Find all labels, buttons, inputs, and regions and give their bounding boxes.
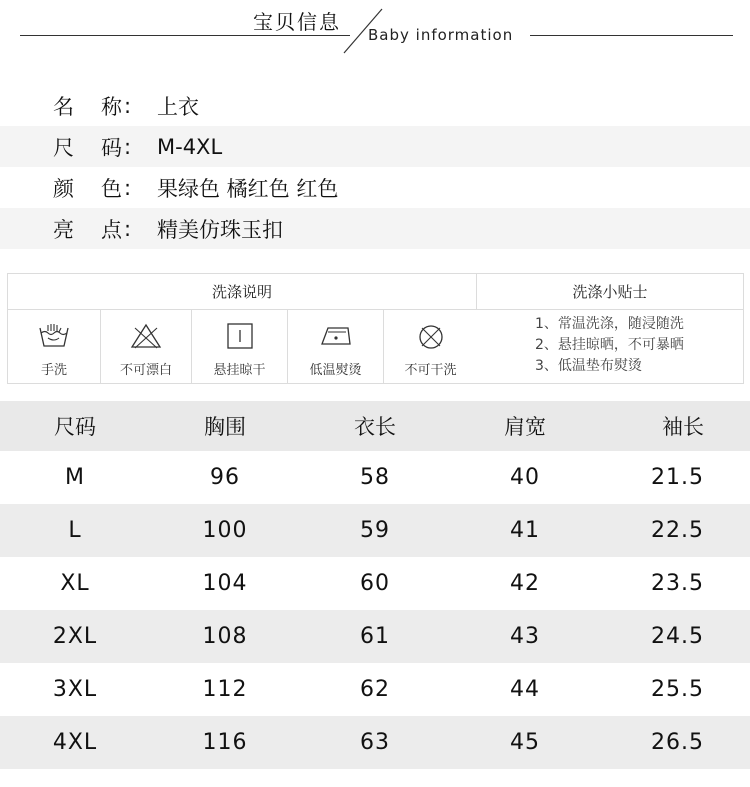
wash-tip: 2、悬挂晾晒，不可暴晒 xyxy=(535,337,684,353)
size-cell: 112 xyxy=(202,677,248,702)
info-label-char: 色 xyxy=(101,176,122,201)
size-header-cell: 尺码 xyxy=(54,415,96,439)
wash-instructions-table xyxy=(7,273,744,384)
wash-tip: 1、常温洗涤，随浸随洗 xyxy=(535,316,684,332)
size-cell: 43 xyxy=(510,624,540,649)
info-label-char: 名 xyxy=(53,94,74,119)
wash-instructions-title: 洗涤说明 xyxy=(8,274,477,310)
wash-cell-hand-wash xyxy=(8,310,101,383)
wash-tips-list xyxy=(477,310,743,383)
size-cell: 4XL xyxy=(52,730,98,755)
hang-dry-icon xyxy=(223,322,257,350)
info-colon: : xyxy=(124,93,132,118)
no-dry-clean-icon xyxy=(414,322,448,352)
info-label-char: 码 xyxy=(101,135,122,160)
no-bleach-icon xyxy=(129,322,163,350)
wash-icon-row xyxy=(8,310,477,383)
size-table xyxy=(0,401,750,769)
size-cell: 23.5 xyxy=(651,571,704,596)
wash-icon-label: 手洗 xyxy=(40,363,67,378)
size-cell: 62 xyxy=(360,677,390,702)
info-label-char: 点 xyxy=(101,217,122,242)
size-cell: 25.5 xyxy=(651,677,704,702)
info-colon: : xyxy=(124,175,132,200)
wash-cell-no-bleach xyxy=(101,310,192,383)
size-header-cell: 胸围 xyxy=(204,415,246,439)
size-cell: 59 xyxy=(360,518,390,543)
size-table-row xyxy=(0,504,750,557)
size-cell: L xyxy=(68,518,82,543)
size-table-row xyxy=(0,451,750,504)
size-cell: 24.5 xyxy=(651,624,704,649)
info-value: 果绿色 橘红色 红色 xyxy=(157,176,339,201)
size-header-cell: 肩宽 xyxy=(504,415,546,439)
header-title-en: Baby information xyxy=(368,26,514,44)
size-cell: 26.5 xyxy=(651,730,704,755)
header-divider-right xyxy=(530,35,733,36)
section-header xyxy=(0,0,750,60)
wash-icon-label: 不可漂白 xyxy=(119,363,172,378)
size-cell: 40 xyxy=(510,465,540,490)
size-cell: 60 xyxy=(360,571,390,596)
info-row-size xyxy=(0,126,750,167)
info-value: 精美仿珠玉扣 xyxy=(157,217,283,242)
product-info xyxy=(0,85,750,249)
hand-wash-icon xyxy=(37,322,71,350)
size-cell: 44 xyxy=(510,677,540,702)
size-table-row xyxy=(0,663,750,716)
size-table-row xyxy=(0,716,750,769)
info-value: M-4XL xyxy=(157,134,223,159)
size-cell: 116 xyxy=(202,730,248,755)
wash-cell-hang-dry xyxy=(192,310,288,383)
size-cell: 21.5 xyxy=(651,465,704,490)
size-header-cell: 袖长 xyxy=(662,415,704,439)
size-cell: 22.5 xyxy=(651,518,704,543)
wash-cell-no-dry-clean xyxy=(384,310,477,383)
size-cell: 42 xyxy=(510,571,540,596)
wash-icon-label: 不可干洗 xyxy=(404,363,457,378)
size-cell: 63 xyxy=(360,730,390,755)
header-divider-left xyxy=(20,35,350,36)
wash-cell-low-iron xyxy=(288,310,384,383)
size-cell: 2XL xyxy=(52,624,98,649)
size-cell: 108 xyxy=(202,624,248,649)
wash-icon-label: 低温熨烫 xyxy=(309,363,362,378)
size-cell: M xyxy=(65,465,85,490)
size-cell: XL xyxy=(60,571,90,596)
info-row-name xyxy=(0,85,750,126)
size-header-cell: 衣长 xyxy=(354,415,396,439)
size-cell: 3XL xyxy=(52,677,98,702)
size-cell: 96 xyxy=(210,465,240,490)
info-label-char: 颜 xyxy=(53,176,74,201)
size-cell: 58 xyxy=(360,465,390,490)
size-cell: 61 xyxy=(360,624,390,649)
info-label-char: 亮 xyxy=(53,217,74,242)
info-row-highlight xyxy=(0,208,750,249)
info-colon: : xyxy=(124,216,132,241)
info-row-color xyxy=(0,167,750,208)
size-table-header xyxy=(0,401,750,451)
info-label-char: 尺 xyxy=(53,135,74,160)
size-cell: 104 xyxy=(202,571,248,596)
header-title-cn: 宝贝信息 xyxy=(253,10,341,34)
info-label-char: 称 xyxy=(101,94,122,119)
size-cell: 100 xyxy=(202,518,248,543)
info-colon: : xyxy=(124,134,132,159)
size-cell: 45 xyxy=(510,730,540,755)
low-iron-icon xyxy=(318,322,354,350)
wash-tips-title: 洗涤小贴士 xyxy=(477,274,743,310)
info-value: 上衣 xyxy=(157,94,199,119)
wash-tip: 3、低温垫布熨烫 xyxy=(535,358,642,374)
size-table-row xyxy=(0,557,750,610)
size-cell: 41 xyxy=(510,518,540,543)
size-table-row xyxy=(0,610,750,663)
wash-icon-label: 悬挂晾干 xyxy=(213,363,266,378)
